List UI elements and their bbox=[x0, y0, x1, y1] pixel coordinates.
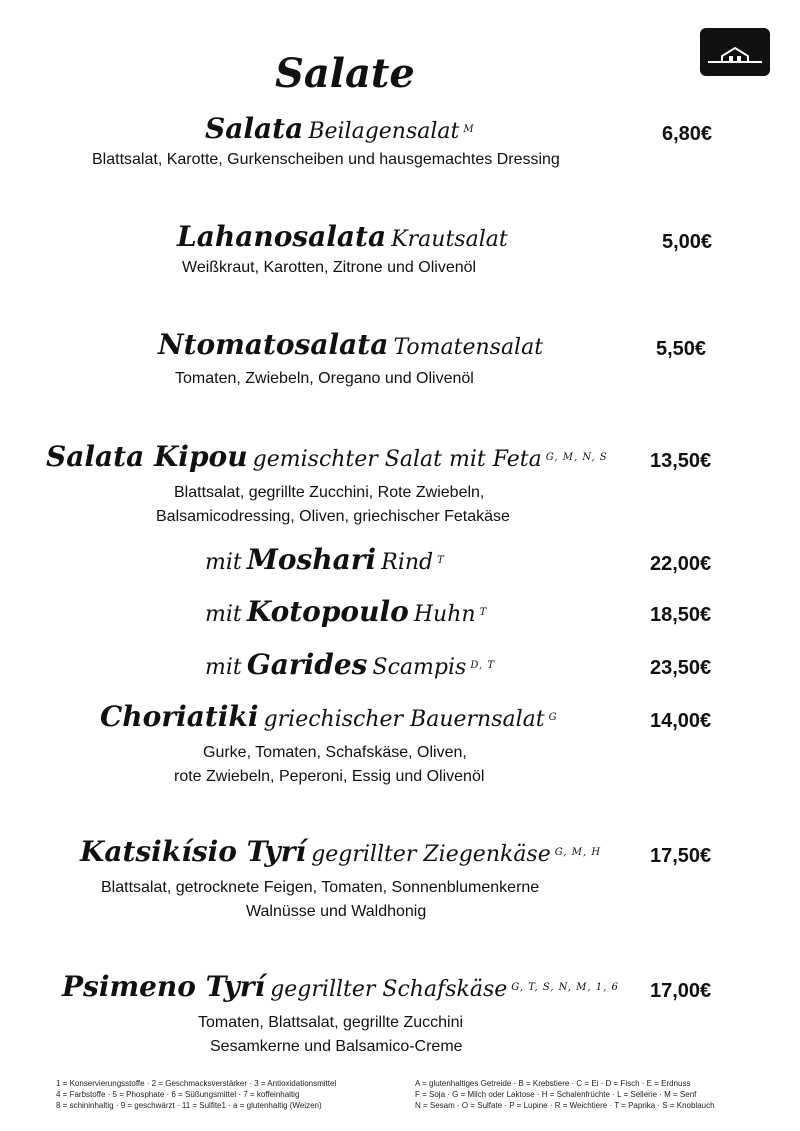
menu-extra-price: 22,00€ bbox=[650, 553, 712, 575]
menu-item-description: Sesamkerne und Balsamico-Creme bbox=[210, 1038, 463, 1055]
menu-item-price: 13,50€ bbox=[650, 450, 712, 472]
page-title: Salate bbox=[275, 50, 415, 97]
menu-item-price: 5,50€ bbox=[656, 338, 707, 360]
menu-item-price: 17,50€ bbox=[650, 845, 712, 867]
menu-extra-price: 23,50€ bbox=[650, 657, 712, 679]
menu-extra-price: 18,50€ bbox=[650, 604, 712, 626]
menu-extra-name: mit Garides Scampis $^{D, T}$ bbox=[205, 648, 496, 681]
menu-item-price: 6,80€ bbox=[662, 123, 713, 145]
legend-line: 8 = schininhaltig · 9 = geschwärzt · 11 = Sulfite1 · a = glutenhaltig (Weizen) bbox=[56, 1101, 322, 1110]
menu-item-name: Lahanosalata Krautsalat bbox=[177, 220, 508, 253]
menu-item-name: Katsikísio Tyrí gegrillter Ziegenkäse $^{G, M, H}$ bbox=[80, 835, 602, 868]
menu-item-description: Walnüsse und Waldhonig bbox=[246, 903, 427, 920]
menu-item-name: Salata Beilagensalat $^M$ bbox=[205, 112, 475, 145]
menu-item-description: Tomaten, Zwiebeln, Oregano und Olivenöl bbox=[175, 370, 474, 387]
menu-item-description: Balsamicodressing, Oliven, griechischer Fetakäse bbox=[156, 508, 510, 525]
menu-item-description: Blattsalat, getrocknete Feigen, Tomaten, Sonnenblumenkerne bbox=[101, 879, 540, 896]
menu-extra-name: mit Moshari Rind $^T$ bbox=[205, 543, 445, 576]
menu-item-description: Weißkraut, Karotten, Zitrone und Olivenöl bbox=[182, 259, 477, 276]
legend-line: 1 = Konservierungsstoffe · 2 = Geschmacksverstärker · 3 = Antioxidationsmittel bbox=[56, 1079, 337, 1088]
menu-item-price: 14,00€ bbox=[650, 710, 712, 732]
legend-line: F = Soja · G = Milch oder Laktose · H = Schalenfrüchte · L = Sellerie · M = Senf bbox=[415, 1090, 697, 1099]
menu-item-description: Tomaten, Blattsalat, gegrillte Zucchini bbox=[198, 1014, 464, 1031]
menu-item-description: Blattsalat, Karotte, Gurkenscheiben und hausgemachtes Dressing bbox=[92, 151, 560, 168]
menu-item-price: 17,00€ bbox=[650, 980, 712, 1002]
legend-line: A = glutenhaltiges Getreide · B = Krebstiere · C = Ei · D = Fisch · E = Erdnuss bbox=[415, 1079, 691, 1088]
legend-line: 4 = Farbstoffe · 5 = Phosphate · 6 = Süßungsmittel · 7 = koffeinhaltig bbox=[56, 1090, 300, 1099]
additives-legend bbox=[56, 1078, 336, 1111]
menu-item-description: Blattsalat, gegrillte Zucchini, Rote Zwiebeln, bbox=[174, 484, 485, 501]
menu-extra-name: mit Kotopoulo Huhn $^T$ bbox=[205, 595, 488, 628]
menu-item-name: Ntomatosalata Tomatensalat bbox=[158, 328, 544, 361]
legend-line: N = Sesam · O = Sulfate · P = Lupine · R = Weichtiere · T = Paprika · S = Knoblauch bbox=[415, 1101, 715, 1110]
menu-item-price: 5,00€ bbox=[662, 231, 713, 253]
menu-item-name: Salata Kipou gemischter Salat mit Feta $^{G, M, N, S}$ bbox=[46, 440, 608, 473]
menu-item-name: Psimeno Tyrí gegrillter Schafskäse $^{G, T, S, N, M, 1, 6}$ bbox=[62, 970, 619, 1003]
menu-item-description: Gurke, Tomaten, Schafskäse, Oliven, bbox=[203, 744, 467, 761]
allergens-legend bbox=[415, 1078, 715, 1111]
menu-item-description: rote Zwiebeln, Peperoni, Essig und Olivenöl bbox=[174, 768, 485, 785]
house-logo-icon bbox=[700, 28, 770, 76]
menu-item-name: Choriatiki griechischer Bauernsalat $^G$ bbox=[100, 700, 558, 733]
